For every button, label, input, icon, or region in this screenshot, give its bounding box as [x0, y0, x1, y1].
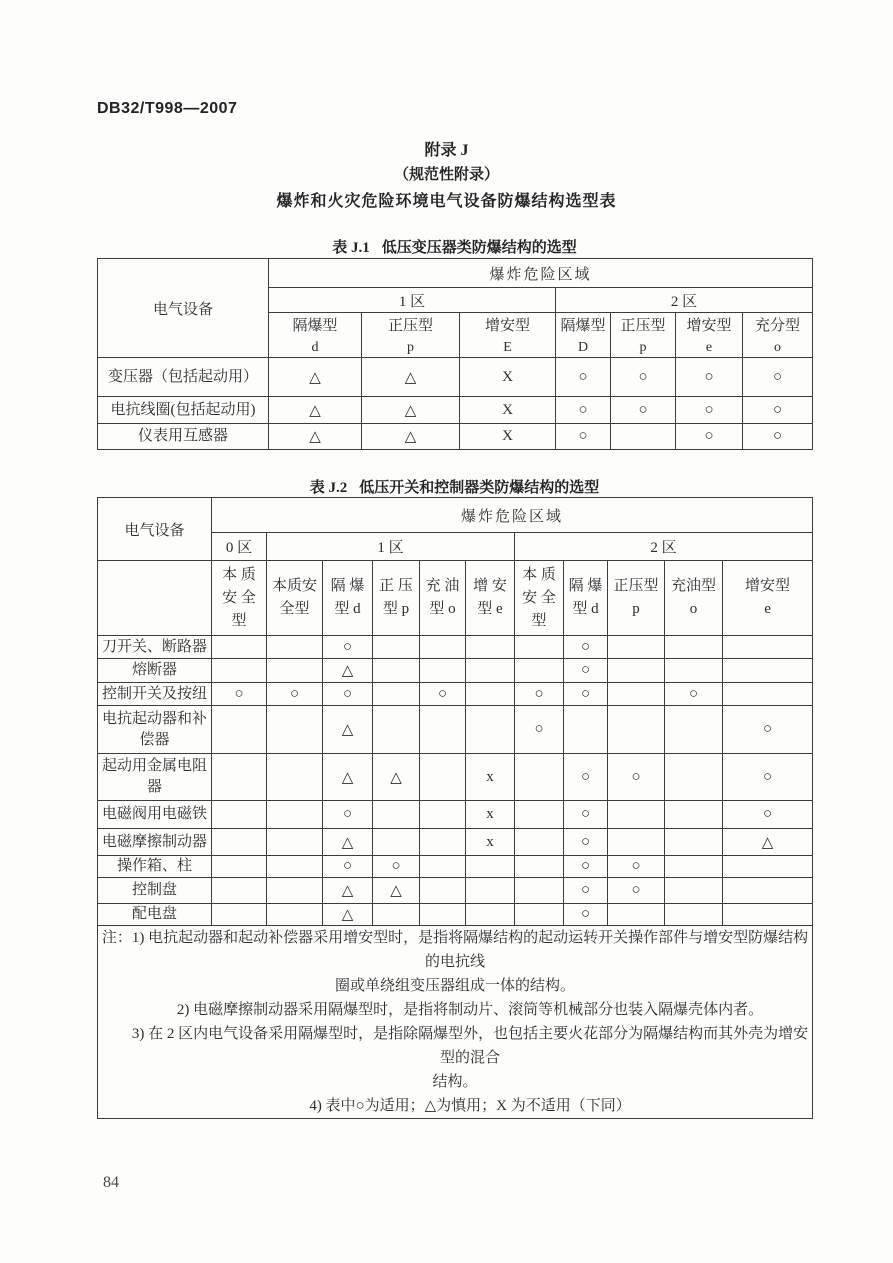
suitability-symbol-cell: ○	[608, 754, 665, 801]
device-name-cell: 变压器（包括起动用）	[98, 358, 269, 397]
device-name-cell: 操作箱、柱	[98, 856, 212, 878]
suitability-symbol-cell: x	[466, 829, 515, 856]
table-row	[98, 706, 813, 754]
suitability-symbol-cell	[515, 829, 564, 856]
suitability-symbol-cell	[515, 801, 564, 829]
type-name: 充分型	[755, 317, 801, 334]
suitability-symbol-cell	[665, 878, 723, 904]
t1-protection-type-header	[460, 313, 556, 358]
type-name-line: 本 质	[522, 566, 556, 583]
type-name-line: 型 d	[572, 601, 599, 617]
suitability-symbol-cell	[420, 878, 466, 904]
t1-zone2-header: 2 区	[556, 288, 813, 313]
note-line: 4) 表中○为适用；△为慎用；X 为不适用（下同）	[309, 1098, 631, 1114]
suitability-symbol-cell	[608, 904, 665, 926]
type-name-line: 隔 爆	[330, 578, 365, 594]
type-name-line: 充 油	[425, 578, 460, 594]
suitability-symbol-cell: X	[460, 424, 556, 450]
type-name-line: 型 o	[429, 601, 456, 617]
suitability-symbol-cell: x	[466, 801, 515, 829]
device-name-cell: 起动用金属电阻器	[98, 754, 212, 801]
appendix-heading: 附录 J	[424, 142, 469, 159]
table-row	[98, 878, 813, 904]
note-line: 注：1) 电抗起动器和起动补偿器采用增安型时，是指将隔爆结构的起动运转开关操作部件与增安型防爆结构的电抗线	[101, 930, 809, 970]
suitability-symbol-cell: ○	[420, 683, 466, 706]
device-name-cell: 电磁摩擦制动器	[98, 829, 212, 856]
type-name-line: 增安型	[745, 578, 791, 594]
t2-protection-type-header	[466, 561, 515, 636]
suitability-symbol-cell	[373, 659, 420, 683]
type-letter: p	[407, 339, 414, 355]
suitability-symbol-cell	[466, 706, 515, 754]
suitability-symbol-cell	[267, 904, 323, 926]
suitability-symbol-cell: X	[460, 397, 556, 424]
type-name-line: 安 全	[222, 589, 256, 606]
appendix-main-title: 爆炸和火灾危险环境电气设备防爆结构选型表	[276, 193, 617, 210]
suitability-symbol-cell: ○	[564, 801, 608, 829]
type-name-line: 正 压	[379, 578, 413, 594]
suitability-symbol-cell	[267, 878, 323, 904]
suitability-symbol-cell	[515, 878, 564, 904]
suitability-symbol-cell	[665, 754, 723, 801]
t2-protection-type-header	[608, 561, 665, 636]
suitability-symbol-cell	[267, 829, 323, 856]
suitability-symbol-cell: ○	[515, 706, 564, 754]
suitability-symbol-cell: △	[362, 358, 460, 397]
t2-protection-type-header	[267, 561, 323, 636]
type-name-line: 增 安	[473, 578, 507, 594]
device-name-cell: 电磁阀用电磁铁	[98, 801, 212, 829]
suitability-symbol-cell	[420, 754, 466, 801]
suitability-symbol-cell	[515, 754, 564, 801]
type-name-line: p	[632, 601, 640, 617]
suitability-symbol-cell: ○	[743, 358, 813, 397]
suitability-symbol-cell: ○	[608, 856, 665, 878]
suitability-symbol-cell	[723, 904, 813, 926]
table2-title-text: 低压开关和控制器类防爆结构的选型	[359, 480, 600, 496]
t1-zone1-header: 1 区	[269, 288, 556, 313]
suitability-symbol-cell	[420, 904, 466, 926]
suitability-symbol-cell: ○	[676, 424, 743, 450]
suitability-symbol-cell: ○	[564, 829, 608, 856]
suitability-symbol-cell: ○	[676, 397, 743, 424]
table-row	[98, 636, 813, 659]
type-name-line: 型 d	[334, 601, 361, 617]
suitability-symbol-cell	[420, 801, 466, 829]
suitability-symbol-cell: △	[269, 358, 362, 397]
type-letter: o	[774, 339, 782, 355]
suitability-symbol-cell	[373, 904, 420, 926]
t2-protection-type-header	[564, 561, 608, 636]
suitability-symbol-cell: △	[269, 424, 362, 450]
page-number: 84	[103, 1174, 119, 1191]
suitability-symbol-cell	[420, 706, 466, 754]
t1-protection-type-header	[676, 313, 743, 358]
suitability-symbol-cell: ○	[373, 856, 420, 878]
device-name-cell: 电抗起动器和补偿器	[98, 706, 212, 754]
t1-header-row-zone-title	[98, 259, 813, 288]
t1-protection-type-header	[362, 313, 460, 358]
suitability-symbol-cell: ○	[611, 358, 676, 397]
suitability-symbol-cell: ○	[723, 706, 813, 754]
suitability-symbol-cell	[665, 829, 723, 856]
table-row	[98, 659, 813, 683]
suitability-symbol-cell	[608, 659, 665, 683]
suitability-symbol-cell	[466, 683, 515, 706]
suitability-symbol-cell: △	[323, 829, 373, 856]
suitability-symbol-cell	[212, 706, 267, 754]
suitability-symbol-cell	[466, 659, 515, 683]
suitability-symbol-cell: ○	[611, 397, 676, 424]
suitability-symbol-cell	[466, 856, 515, 878]
type-name-line: 全型	[279, 601, 310, 617]
table2-title-label: 表 J.2	[309, 480, 348, 496]
suitability-symbol-cell	[267, 636, 323, 659]
suitability-symbol-cell	[665, 904, 723, 926]
suitability-symbol-cell	[267, 659, 323, 683]
suitability-symbol-cell: △	[362, 397, 460, 424]
type-name: 增安型	[686, 317, 732, 334]
type-name-line: 隔 爆	[568, 578, 603, 594]
t2-notes-cell	[98, 926, 813, 1119]
type-name-line: 安 全	[522, 589, 556, 606]
suitability-symbol-cell: ○	[676, 358, 743, 397]
type-name-line: 型	[231, 612, 247, 629]
suitability-symbol-cell	[723, 856, 813, 878]
t1-protection-type-header	[269, 313, 362, 358]
suitability-symbol-cell: ○	[556, 397, 611, 424]
t1-protection-type-header	[556, 313, 611, 358]
type-name-line: 型	[531, 612, 547, 629]
suitability-symbol-cell	[212, 856, 267, 878]
note-line: 结构。	[432, 1074, 478, 1090]
suitability-symbol-cell	[212, 801, 267, 829]
table-row	[98, 904, 813, 926]
device-name-cell: 控制开关及按纽	[98, 683, 212, 706]
suitability-symbol-cell: △	[373, 754, 420, 801]
type-letter: D	[577, 339, 589, 355]
suitability-symbol-cell: ○	[564, 659, 608, 683]
type-name-line: e	[764, 601, 771, 617]
suitability-symbol-cell	[515, 856, 564, 878]
suitability-symbol-cell	[665, 636, 723, 659]
t2-zone2-header: 2 区	[515, 533, 813, 561]
suitability-symbol-cell	[267, 801, 323, 829]
type-name-line: o	[689, 601, 698, 617]
suitability-symbol-cell	[723, 659, 813, 683]
suitability-symbol-cell	[608, 636, 665, 659]
type-letter: e	[705, 339, 713, 355]
table1-title-text: 低压变压器类防爆结构的选型	[381, 240, 577, 256]
type-name: 隔爆型	[292, 317, 338, 334]
type-name-line: 正压型	[613, 578, 659, 594]
table-row	[98, 754, 813, 801]
type-letter: d	[311, 339, 319, 355]
suitability-symbol-cell	[373, 801, 420, 829]
device-name-cell: 刀开关、断路器	[98, 636, 212, 659]
suitability-symbol-cell	[608, 683, 665, 706]
t2-hazard-area-header: 爆炸危险区域	[212, 498, 813, 533]
t1-hazard-area-header: 爆炸危险区域	[269, 259, 813, 288]
suitability-symbol-cell	[608, 706, 665, 754]
suitability-symbol-cell: △	[269, 397, 362, 424]
t2-protection-type-header	[665, 561, 723, 636]
suitability-symbol-cell: ○	[564, 878, 608, 904]
note-line: 3) 在 2 区内电气设备采用隔爆型时，是指除隔爆型外，也包括主要火花部分为隔爆结构而其外壳为增安型的混合	[131, 1026, 809, 1066]
table-row	[98, 424, 813, 450]
table2-title	[97, 476, 812, 497]
suitability-symbol-cell	[212, 754, 267, 801]
suitability-symbol-cell	[267, 754, 323, 801]
suitability-symbol-cell: △	[323, 659, 373, 683]
t2-type-header-spacer	[98, 561, 212, 636]
suitability-symbol-cell: ○	[723, 754, 813, 801]
note-line: 2) 电磁摩擦制动器采用隔爆型时，是指将制动片、滚筒等机械部分也装入隔爆壳体内者。	[176, 1002, 764, 1018]
suitability-symbol-cell	[515, 904, 564, 926]
table-row	[98, 801, 813, 829]
t2-protection-type-header	[420, 561, 466, 636]
device-name-cell: 控制盘	[98, 878, 212, 904]
type-name: 正压型	[620, 317, 666, 334]
type-name: 隔爆型	[560, 317, 606, 334]
suitability-symbol-cell: ○	[564, 754, 608, 801]
suitability-symbol-cell: ○	[723, 801, 813, 829]
suitability-symbol-cell	[665, 801, 723, 829]
suitability-symbol-cell: ○	[743, 397, 813, 424]
suitability-symbol-cell	[608, 801, 665, 829]
table1-title-label: 表 J.1	[332, 240, 370, 256]
suitability-symbol-cell: ○	[564, 683, 608, 706]
suitability-symbol-cell	[267, 706, 323, 754]
type-name: 正压型	[387, 317, 433, 334]
suitability-symbol-cell	[212, 829, 267, 856]
device-name-cell: 配电盘	[98, 904, 212, 926]
table-j2	[97, 497, 813, 1119]
suitability-symbol-cell	[665, 856, 723, 878]
suitability-symbol-cell	[723, 636, 813, 659]
t2-zone0-header: 0 区	[212, 533, 267, 561]
suitability-symbol-cell: ○	[564, 904, 608, 926]
t2-header-row-types	[98, 561, 813, 636]
type-name-line: 型 e	[477, 601, 503, 617]
suitability-symbol-cell	[212, 878, 267, 904]
suitability-symbol-cell: ○	[515, 683, 564, 706]
suitability-symbol-cell: ○	[608, 878, 665, 904]
device-name-cell: 熔断器	[98, 659, 212, 683]
device-name-cell: 仪表用互感器	[98, 424, 269, 450]
suitability-symbol-cell	[515, 636, 564, 659]
t2-protection-type-header	[212, 561, 267, 636]
suitability-symbol-cell	[466, 878, 515, 904]
suitability-symbol-cell	[723, 878, 813, 904]
suitability-symbol-cell	[212, 904, 267, 926]
suitability-symbol-cell	[420, 659, 466, 683]
suitability-symbol-cell: x	[466, 754, 515, 801]
table1-title	[97, 236, 812, 257]
suitability-symbol-cell: ○	[323, 683, 373, 706]
suitability-symbol-cell: ○	[665, 683, 723, 706]
suitability-symbol-cell	[373, 706, 420, 754]
suitability-symbol-cell: △	[323, 754, 373, 801]
table-row	[98, 856, 813, 878]
t1-protection-type-header	[611, 313, 676, 358]
type-name-line: 型 p	[382, 601, 410, 617]
t2-corner-header: 电气设备	[98, 498, 212, 561]
t2-notes-row	[98, 926, 813, 1119]
suitability-symbol-cell	[564, 706, 608, 754]
suitability-symbol-cell: △	[723, 829, 813, 856]
suitability-symbol-cell	[665, 659, 723, 683]
table-row	[98, 829, 813, 856]
suitability-symbol-cell	[267, 856, 323, 878]
table-j1	[97, 258, 813, 450]
suitability-symbol-cell: △	[323, 878, 373, 904]
table-row	[98, 397, 813, 424]
suitability-symbol-cell	[373, 829, 420, 856]
type-letter: E	[503, 339, 512, 355]
type-name-line: 本质安	[271, 578, 317, 594]
type-name: 增安型	[484, 317, 530, 334]
suitability-symbol-cell	[373, 636, 420, 659]
suitability-symbol-cell	[212, 659, 267, 683]
t1-corner-header: 电气设备	[98, 259, 269, 358]
t2-protection-type-header	[515, 561, 564, 636]
suitability-symbol-cell: ○	[323, 636, 373, 659]
suitability-symbol-cell: ○	[212, 683, 267, 706]
t2-protection-type-header	[373, 561, 420, 636]
suitability-symbol-cell: ○	[323, 801, 373, 829]
table-row	[98, 358, 813, 397]
suitability-symbol-cell	[466, 636, 515, 659]
suitability-symbol-cell	[665, 706, 723, 754]
suitability-symbol-cell	[608, 829, 665, 856]
suitability-symbol-cell	[515, 659, 564, 683]
standard-code: DB32/T998—2007	[97, 100, 238, 117]
t1-protection-type-header	[743, 313, 813, 358]
t2-header-row-zone-title	[98, 498, 813, 533]
suitability-symbol-cell: △	[323, 904, 373, 926]
suitability-symbol-cell	[212, 636, 267, 659]
suitability-symbol-cell	[420, 856, 466, 878]
table-row	[98, 683, 813, 706]
t2-protection-type-header	[323, 561, 373, 636]
type-name-line: 本 质	[222, 566, 256, 583]
note-line: 圈或单绕组变压器组成一体的结构。	[335, 978, 576, 994]
suitability-symbol-cell: ○	[267, 683, 323, 706]
suitability-symbol-cell: X	[460, 358, 556, 397]
t2-protection-type-header	[723, 561, 813, 636]
suitability-symbol-cell	[611, 424, 676, 450]
type-name-line: 充油型	[670, 578, 716, 594]
suitability-symbol-cell	[373, 683, 420, 706]
suitability-symbol-cell	[466, 904, 515, 926]
t2-zone1-header: 1 区	[267, 533, 515, 561]
suitability-symbol-cell: ○	[556, 424, 611, 450]
suitability-symbol-cell: △	[362, 424, 460, 450]
suitability-symbol-cell: ○	[564, 636, 608, 659]
suitability-symbol-cell	[723, 683, 813, 706]
suitability-symbol-cell: ○	[743, 424, 813, 450]
suitability-symbol-cell: ○	[564, 856, 608, 878]
appendix-normative-label: （规范性附录）	[393, 167, 499, 183]
suitability-symbol-cell: ○	[323, 856, 373, 878]
type-letter: p	[639, 339, 647, 355]
suitability-symbol-cell: △	[323, 706, 373, 754]
suitability-symbol-cell: ○	[556, 358, 611, 397]
suitability-symbol-cell: △	[373, 878, 420, 904]
suitability-symbol-cell	[420, 829, 466, 856]
suitability-symbol-cell	[420, 636, 466, 659]
device-name-cell: 电抗线圈(包括起动用)	[98, 397, 269, 424]
